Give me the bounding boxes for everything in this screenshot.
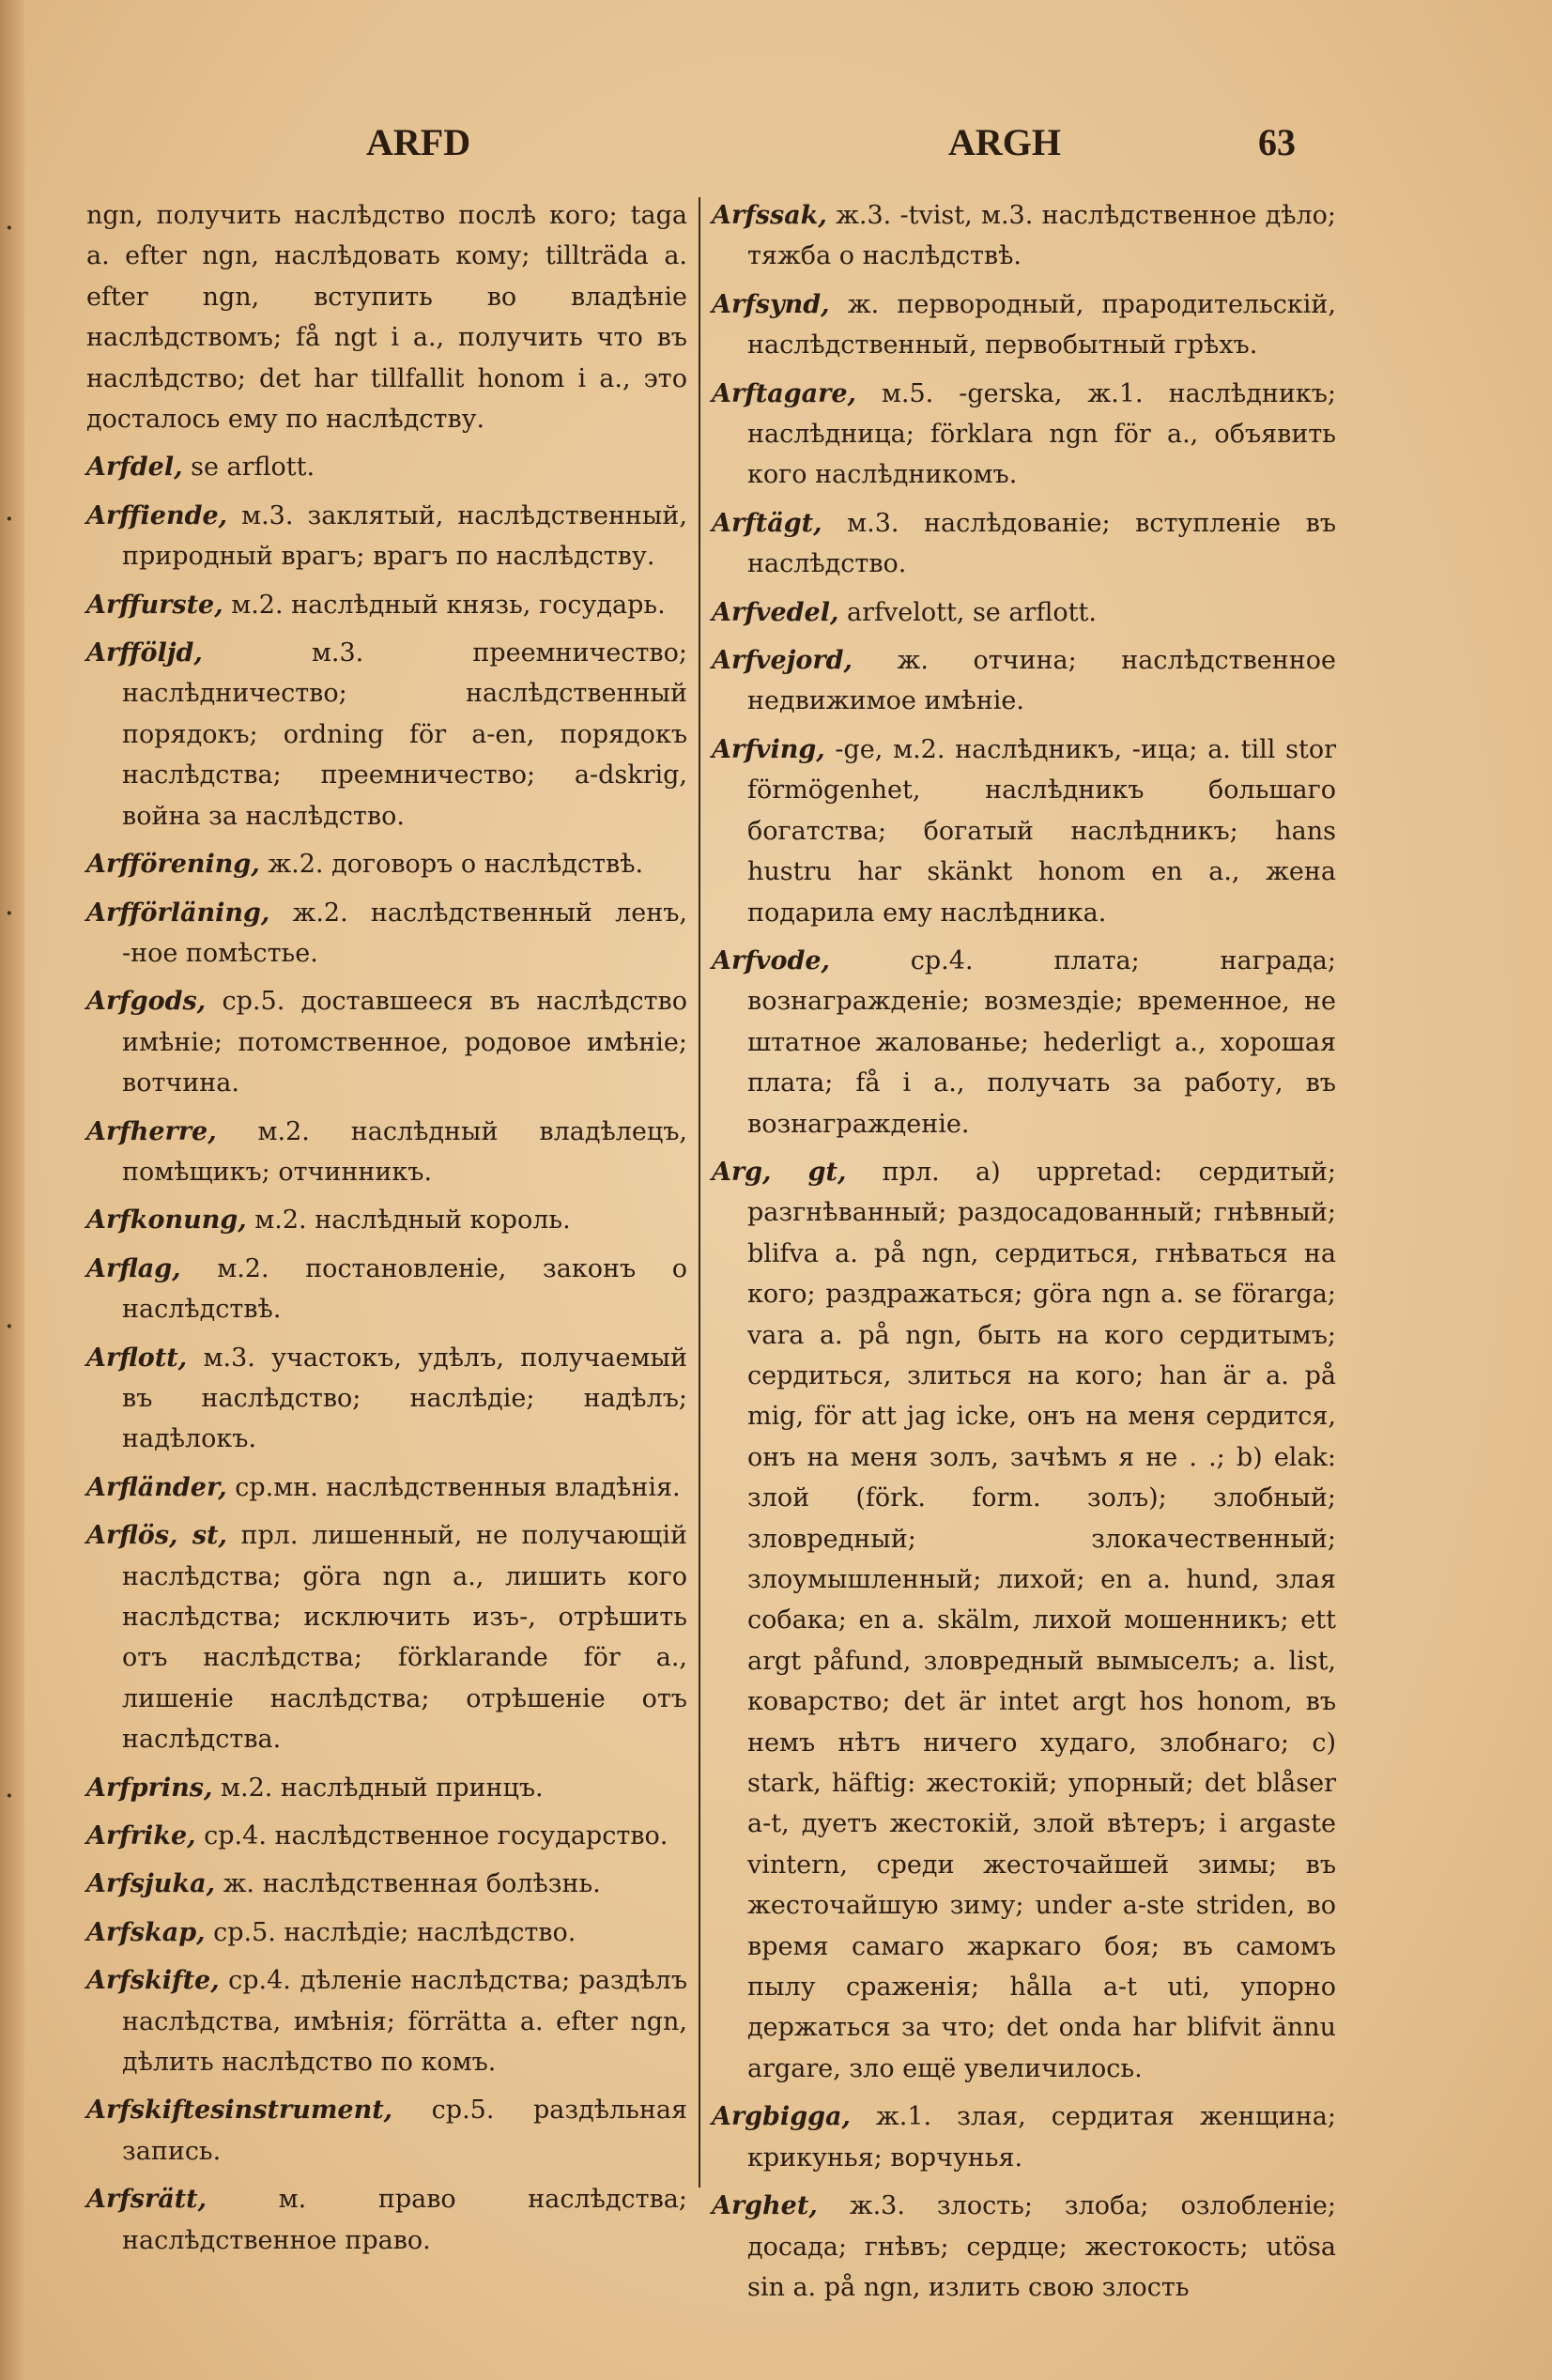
dictionary-entry bbox=[86, 1960, 687, 2082]
entry-headword: Arfsjuka, bbox=[86, 1869, 215, 1899]
dictionary-entry bbox=[86, 1816, 687, 1856]
dictionary-entry bbox=[712, 941, 1336, 1144]
entry-definition: ж.2. договоръ о наслѣдствѣ. bbox=[268, 850, 644, 880]
entry-headword: Arftagare, bbox=[712, 378, 856, 408]
left-column bbox=[86, 195, 687, 2268]
entry-headword: Arfskap, bbox=[86, 1917, 206, 1947]
page-header bbox=[0, 120, 1552, 177]
margin-mark: · bbox=[6, 1784, 13, 1808]
dictionary-entry bbox=[86, 981, 687, 1103]
dictionary-entry bbox=[86, 585, 687, 625]
margin-mark: · bbox=[6, 901, 13, 926]
dictionary-entry bbox=[712, 195, 1336, 277]
dictionary-entry bbox=[86, 1467, 687, 1508]
entry-definition: м.3. участокъ, удѣлъ, получаемый въ наслѣдство; наслѣдіе; надѣлъ; надѣлокъ. bbox=[122, 1343, 687, 1454]
entry-definition: ж. отчина; наслѣдственное недвижимое имѣніе. bbox=[747, 646, 1336, 716]
right-column bbox=[712, 195, 1336, 2315]
entry-headword: Arfföljd, bbox=[86, 638, 203, 668]
entry-headword: Arfherre, bbox=[86, 1116, 217, 1146]
entry-headword: Arffiende, bbox=[86, 500, 228, 530]
entry-definition: м.2. постановленіе, законъ о наслѣдствѣ. bbox=[122, 1253, 688, 1325]
entry-headword: Arfving, bbox=[712, 734, 825, 764]
entry-headword: Arflott, bbox=[86, 1343, 188, 1373]
entry-headword: Arfvejord, bbox=[712, 646, 853, 676]
entry-definition: ср.4. плата; награда; вознагражденіе; возмездіе; временное, не штатное жалованье; hederligt a., хорошая плата; få i a., получать за работу, въ вознагражденіе. bbox=[747, 945, 1336, 1139]
entry-definition: м.3. заклятый, наслѣдственный, природный врагъ; врагъ по наслѣдству. bbox=[122, 500, 687, 572]
entry-definition: ср.4. дѣленіе наслѣдства; раздѣлъ наслѣдства, имѣнія; förrätta a. efter ngn, дѣлить наслѣдство по комъ. bbox=[122, 1966, 687, 2078]
dictionary-entry bbox=[712, 503, 1336, 585]
entry-definition: ж.1. злая, сердитая женщина; крикунья; ворчунья. bbox=[747, 2102, 1336, 2173]
entry-definition: м.3. преемничество; наслѣдничество; наслѣдственный порядокъ; ordning för a-en, порядокъ наслѣдства; преемничество; a-dskrig, война за наслѣдство. bbox=[122, 638, 687, 831]
entry-headword: Arfvedel, bbox=[712, 597, 839, 627]
entry-definition: ср.мн. наслѣдственныя владѣнія. bbox=[235, 1472, 681, 1502]
entry-definition: ср.5. раздѣльная запись. bbox=[122, 2096, 687, 2166]
dictionary-entry bbox=[86, 1338, 687, 1460]
entry-definition: ср.5. наслѣдіе; наслѣдство. bbox=[213, 1917, 576, 1947]
entry-definition: arfvelott, se arflott. bbox=[846, 597, 1097, 627]
entry-headword: Arfdel, bbox=[86, 453, 183, 483]
dictionary-entry bbox=[712, 729, 1336, 933]
entry-definition: se arflott. bbox=[191, 453, 315, 483]
entry-headword: Arfprins, bbox=[86, 1773, 213, 1803]
entry-definition: ж.3. злость; злоба; озлобленіе; досада; гнѣвъ; сердце; жестокость; utösa sin a. på ngn, излить свою злость bbox=[747, 2191, 1336, 2302]
column-divider bbox=[699, 197, 700, 2188]
entry-definition: м.5. -gerska, ж.1. наслѣдникъ; наслѣдница; förklara ngn för a., объявить кого наслѣдникомъ. bbox=[747, 378, 1336, 490]
entry-headword: Arffurste, bbox=[86, 590, 223, 620]
entry-definition: ср.4. наслѣдственное государство. bbox=[204, 1821, 668, 1851]
dictionary-entry bbox=[86, 1768, 687, 1808]
entry-headword: Arfsrätt, bbox=[86, 2185, 207, 2215]
margin-mark: · bbox=[6, 216, 13, 240]
entry-definition: м.2. наслѣдный князь, государь. bbox=[231, 590, 666, 620]
dictionary-entry bbox=[712, 592, 1336, 633]
entry-headword: Arfländer, bbox=[86, 1472, 227, 1502]
entry-headword: Arflös, st, bbox=[86, 1521, 227, 1551]
entry-definition: ср.5. доставшееся въ наслѣдство имѣніе; потомственное, родовое имѣніе; вотчина. bbox=[122, 987, 687, 1098]
dictionary-entry bbox=[712, 2186, 1336, 2308]
book-spine-shadow bbox=[0, 0, 24, 2380]
entry-headword: Arfssak, bbox=[712, 201, 827, 230]
entry-headword: Argbigga, bbox=[712, 2102, 851, 2132]
entry-definition: м. право наслѣдства; наслѣдственное право. bbox=[122, 2185, 687, 2255]
dictionary-entry bbox=[712, 374, 1336, 496]
dictionary-entry bbox=[86, 633, 687, 837]
dictionary-entry bbox=[86, 1249, 687, 1330]
entry-headword: Arfkonung, bbox=[86, 1205, 247, 1236]
dictionary-entry bbox=[86, 496, 687, 577]
page-number: 63 bbox=[1258, 121, 1296, 163]
entry-headword: Arfsynd, bbox=[712, 289, 830, 319]
dictionary-entry bbox=[86, 2090, 687, 2172]
entry-definition: м.3. наслѣдованіе; вступленіе въ наслѣдство. bbox=[747, 508, 1336, 579]
entry-definition: прл. лишенный, не получающій наслѣдства; göra ngn a., лишить кого наслѣдства; исключить изъ-, отрѣшить отъ наслѣдства; förklarande för a., лишеніе наслѣдства; отрѣшеніе отъ наслѣдства. bbox=[122, 1521, 687, 1755]
entry-definition: м.2. наслѣдный принцъ. bbox=[220, 1773, 544, 1803]
header-left-guideword: ARFD bbox=[366, 121, 471, 163]
entry-headword: Arfskiftesinstrument, bbox=[86, 2096, 393, 2126]
entry-definition: ж.3. -tvist, м.3. наслѣдственное дѣло; тяжба о наслѣдствѣ. bbox=[747, 201, 1336, 271]
entry-headword: Arfvode, bbox=[712, 945, 830, 975]
entry-definition: ngn, получить наслѣдство послѣ кого; taga a. efter ngn, наслѣдовать кому; tillträda a. efter ngn, вступить во владѣніе наслѣдствомъ; få ngt i a., получить что въ наслѣдство; det har tillfallit honom i a., это досталось ему по наслѣдству. bbox=[86, 201, 687, 435]
entry-definition: ж.2. наслѣдственный ленъ, -ное помѣстье. bbox=[122, 898, 687, 968]
margin-mark: · bbox=[6, 1314, 13, 1339]
dictionary-entry bbox=[712, 284, 1336, 366]
entry-headword: Arg, gt, bbox=[712, 1157, 847, 1187]
entry-definition: ж. первородный, прародительскій, наслѣдственный, первобытный грѣхъ. bbox=[747, 289, 1336, 361]
dictionary-entry bbox=[86, 1112, 687, 1193]
entry-definition: м.2. наслѣдный король. bbox=[254, 1205, 571, 1236]
dictionary-entry bbox=[86, 2179, 687, 2261]
entry-definition: ж. наслѣдственная болѣзнь. bbox=[223, 1869, 601, 1899]
dictionary-entry bbox=[86, 447, 687, 487]
dictionary-entry bbox=[86, 1864, 687, 1904]
dictionary-entry bbox=[86, 1912, 687, 1953]
dictionary-entry bbox=[712, 2096, 1336, 2178]
entry-definition: м.2. наслѣдный владѣлецъ, помѣщикъ; отчинникъ. bbox=[122, 1116, 687, 1187]
dictionary-entry bbox=[86, 893, 687, 975]
entry-headword: Arflag, bbox=[86, 1253, 181, 1283]
entry-definition: прл. a) uppretad: сердитый; разгнѣванный; раздосадованный; гнѣвный; blifva a. på ngn, сердиться, гнѣваться на кого; раздражаться; göra ngn a. se förarga; vara a. på ngn, быть на кого сердитымъ; сердиться, злиться на кого; han är a. på mig, för att jag icke, онъ на меня сердится, онъ на меня золъ, зачѣмъ я не . .; b) elak: злой (förk. form. золъ); злобный; зловредный; злокачественный; злоумышленный; лихой; en a. hund, злая собака; en a. skälm, лихой мошенникъ; ett argt påfund, зловредный вымыселъ; a. list, коварство; det är intet argt hos honom, въ немъ нѣтъ ничего худаго, злобнаго; c) stark, häftig: жестокій; упорный; det blåser a-t, дуетъ жестокій, злой вѣтеръ; i argaste vintern, среди жесточайшей зимы; въ жесточайшую зиму; under a-ste striden, во время самаго жаркаго боя; въ самомъ пылу сраженія; hålla a-t uti, упорно держаться за что; det onda har blifvit ännu argare, зло ещё увеличилось. bbox=[747, 1157, 1336, 2083]
dictionary-entry bbox=[712, 1152, 1336, 2089]
dictionary-entry bbox=[86, 1515, 687, 1759]
dictionary-entry bbox=[712, 640, 1336, 722]
dictionary-entry bbox=[86, 195, 687, 439]
entry-headword: Arfrike, bbox=[86, 1821, 196, 1851]
margin-mark: · bbox=[6, 507, 13, 531]
entry-headword: Arfgods, bbox=[86, 987, 207, 1017]
entry-definition: -ge, м.2. наслѣдникъ, -ица; a. till stor förmögenhet, наслѣдникъ большаго богатства; богатый наслѣдникъ; hans hustru har skänkt honom en a., жена подарила ему наслѣдника. bbox=[747, 734, 1336, 928]
entry-headword: Arfförening, bbox=[86, 850, 260, 880]
header-right-guideword: ARGH bbox=[948, 121, 1061, 163]
entry-headword: Arghet, bbox=[712, 2191, 818, 2221]
dictionary-entry bbox=[86, 844, 687, 884]
entry-headword: Arftägt, bbox=[712, 508, 822, 538]
entry-headword: Arfförläning, bbox=[86, 898, 270, 928]
dictionary-entry bbox=[86, 1200, 687, 1240]
entry-headword: Arfskifte, bbox=[86, 1966, 220, 1996]
